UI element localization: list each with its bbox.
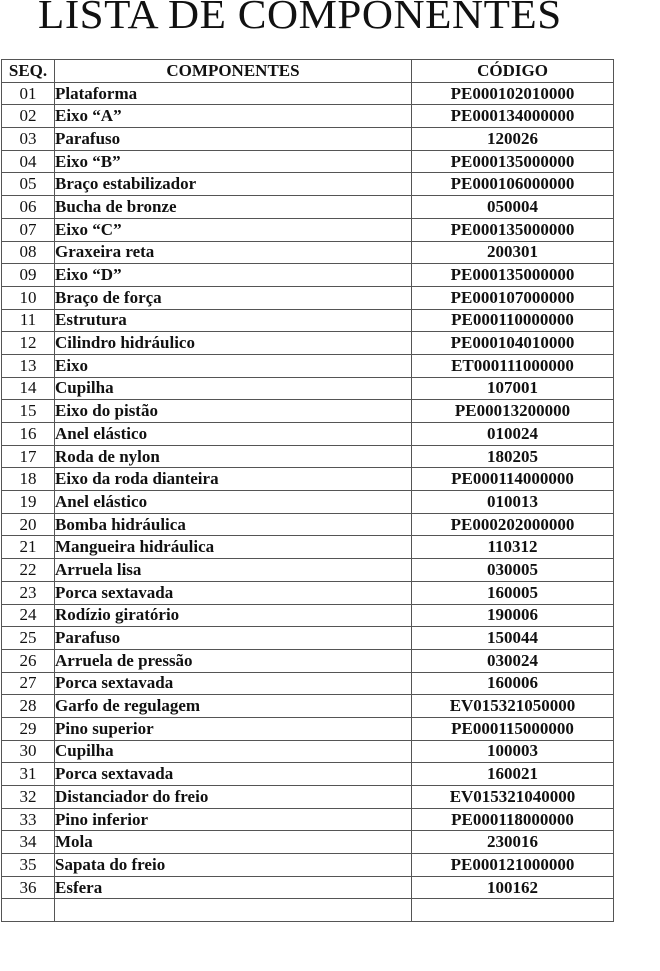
seq-cell: 34 [2,831,55,854]
page-title: LISTA DE COMPONENTES [38,0,562,37]
seq-cell: 19 [2,491,55,514]
table-row [2,763,614,786]
component-cell: Graxeira reta [55,241,412,264]
table-row [2,105,614,128]
table-body [2,82,614,921]
table-row [2,150,614,173]
table-row [2,218,614,241]
table-row [2,559,614,582]
table-row [2,786,614,809]
seq-cell: 17 [2,445,55,468]
table-row [2,627,614,650]
seq-cell: 02 [2,105,55,128]
seq-cell: 28 [2,695,55,718]
seq-cell: 09 [2,264,55,287]
table-row [2,513,614,536]
seq-cell: 35 [2,854,55,877]
table-row [2,286,614,309]
component-cell: Eixo “A” [55,105,412,128]
table-row [2,354,614,377]
seq-cell: 05 [2,173,55,196]
component-cell: Eixo do pistão [55,400,412,423]
code-cell: 160005 [412,581,614,604]
component-cell: Cupilha [55,377,412,400]
table-header-row [2,60,614,83]
component-cell: Pino superior [55,717,412,740]
code-cell: PE000102010000 [412,82,614,105]
code-cell: PE000106000000 [412,173,614,196]
component-cell: Porca sextavada [55,763,412,786]
component-cell: Eixo [55,354,412,377]
component-cell: Cupilha [55,740,412,763]
code-cell: 120026 [412,128,614,151]
code-cell: EV015321050000 [412,695,614,718]
code-cell: PE000134000000 [412,105,614,128]
code-cell: 110312 [412,536,614,559]
component-cell: Eixo “C” [55,218,412,241]
seq-cell: 13 [2,354,55,377]
seq-cell: 32 [2,786,55,809]
seq-cell: 10 [2,286,55,309]
component-cell: Parafuso [55,128,412,151]
components-table [1,59,614,922]
component-cell: Cilindro hidráulico [55,332,412,355]
table-row [2,672,614,695]
table-row [2,241,614,264]
seq-cell [2,899,55,922]
seq-cell: 08 [2,241,55,264]
code-cell: 100162 [412,876,614,899]
code-cell: 160021 [412,763,614,786]
code-cell: 190006 [412,604,614,627]
seq-cell: 11 [2,309,55,332]
component-cell: Eixo da roda dianteira [55,468,412,491]
component-cell: Sapata do freio [55,854,412,877]
component-cell [55,899,412,922]
table-row [2,854,614,877]
seq-cell: 36 [2,876,55,899]
table-row [2,604,614,627]
code-cell: 107001 [412,377,614,400]
seq-cell: 23 [2,581,55,604]
table-row [2,581,614,604]
seq-cell: 20 [2,513,55,536]
seq-cell: 03 [2,128,55,151]
seq-cell: 24 [2,604,55,627]
code-cell: 100003 [412,740,614,763]
component-cell: Mola [55,831,412,854]
component-cell: Anel elástico [55,423,412,446]
seq-cell: 21 [2,536,55,559]
seq-cell: 30 [2,740,55,763]
code-cell: PE000115000000 [412,717,614,740]
table-row [2,332,614,355]
table-row [2,264,614,287]
component-cell: Parafuso [55,627,412,650]
component-cell: Eixo “B” [55,150,412,173]
component-cell: Garfo de regulagem [55,695,412,718]
code-cell: 200301 [412,241,614,264]
code-cell: 230016 [412,831,614,854]
code-cell: PE000114000000 [412,468,614,491]
code-cell: PE000107000000 [412,286,614,309]
component-cell: Distanciador do freio [55,786,412,809]
seq-cell: 12 [2,332,55,355]
seq-column-header: SEQ. [2,60,55,83]
table-row [2,491,614,514]
code-cell: PE000202000000 [412,513,614,536]
code-cell: PE000135000000 [412,150,614,173]
code-column-header: CÓDIGO [412,60,614,83]
component-cell: Porca sextavada [55,581,412,604]
table-row [2,831,614,854]
component-cell: Braço de força [55,286,412,309]
component-cell: Estrutura [55,309,412,332]
seq-cell: 01 [2,82,55,105]
seq-cell: 26 [2,649,55,672]
code-cell: PE00013200000 [412,400,614,423]
component-cell: Plataforma [55,82,412,105]
component-cell: Esfera [55,876,412,899]
code-cell: 030005 [412,559,614,582]
seq-cell: 07 [2,218,55,241]
table-row [2,445,614,468]
code-cell: EV015321040000 [412,786,614,809]
table-row [2,536,614,559]
code-cell: 180205 [412,445,614,468]
code-cell: 160006 [412,672,614,695]
component-cell: Bomba hidráulica [55,513,412,536]
table-row [2,423,614,446]
code-cell: ET000111000000 [412,354,614,377]
component-cell: Arruela de pressão [55,649,412,672]
seq-cell: 33 [2,808,55,831]
seq-cell: 27 [2,672,55,695]
component-cell: Mangueira hidráulica [55,536,412,559]
table-row [2,309,614,332]
code-cell: PE000135000000 [412,218,614,241]
seq-cell: 14 [2,377,55,400]
seq-cell: 31 [2,763,55,786]
component-cell: Anel elástico [55,491,412,514]
component-cell: Rodízio giratório [55,604,412,627]
code-cell: 010013 [412,491,614,514]
table-row [2,196,614,219]
table-row [2,468,614,491]
code-cell: 050004 [412,196,614,219]
code-cell: PE000104010000 [412,332,614,355]
component-cell: Braço estabilizador [55,173,412,196]
table-row [2,649,614,672]
seq-cell: 15 [2,400,55,423]
code-cell: PE000110000000 [412,309,614,332]
table-row [2,876,614,899]
component-cell: Porca sextavada [55,672,412,695]
seq-cell: 18 [2,468,55,491]
code-cell: PE000135000000 [412,264,614,287]
table-row [2,899,614,922]
seq-cell: 22 [2,559,55,582]
table-row [2,377,614,400]
component-cell: Bucha de bronze [55,196,412,219]
code-cell: 030024 [412,649,614,672]
code-cell: 010024 [412,423,614,446]
code-cell: 150044 [412,627,614,650]
code-cell: PE000121000000 [412,854,614,877]
table-row [2,695,614,718]
table-row [2,740,614,763]
table-row [2,128,614,151]
code-cell: PE000118000000 [412,808,614,831]
table-row [2,808,614,831]
seq-cell: 29 [2,717,55,740]
seq-cell: 04 [2,150,55,173]
seq-cell: 06 [2,196,55,219]
component-cell: Eixo “D” [55,264,412,287]
seq-cell: 25 [2,627,55,650]
table-row [2,173,614,196]
component-cell: Roda de nylon [55,445,412,468]
component-cell: Arruela lisa [55,559,412,582]
table-row [2,400,614,423]
component-column-header: COMPONENTES [55,60,412,83]
code-cell [412,899,614,922]
table-row [2,717,614,740]
component-cell: Pino inferior [55,808,412,831]
table-row [2,82,614,105]
seq-cell: 16 [2,423,55,446]
